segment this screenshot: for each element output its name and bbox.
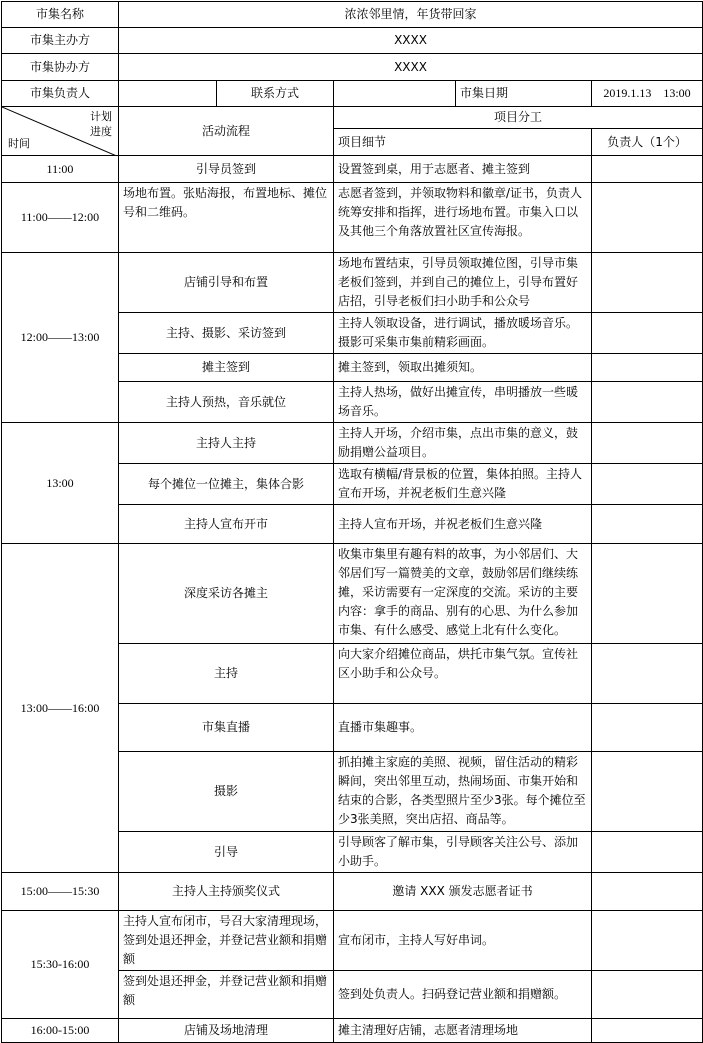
owner-cell [592, 832, 703, 873]
schedule-row [2, 253, 703, 313]
time-cell: 13:00 [2, 423, 119, 544]
owner-cell [592, 704, 703, 752]
owner-header: 负责人（1个） [592, 129, 703, 156]
owner-cell [592, 423, 703, 464]
owner-cell [592, 464, 703, 505]
detail-header: 项目细节 [334, 129, 592, 156]
time-cell: 12:00——13:00 [2, 253, 119, 423]
owner-cell [592, 873, 703, 911]
detail-cell: 直播市集趣事。 [334, 704, 592, 752]
date-label: 市集日期 [456, 81, 592, 107]
process-cell: 摄影 [119, 752, 334, 832]
schedule-row [2, 156, 703, 183]
detail-cell: 设置签到桌，用于志愿者、摊主签到 [334, 156, 592, 183]
co-organizer-value: XXXX [119, 54, 703, 81]
process-cell: 摊主签到 [119, 354, 334, 382]
schedule-row [2, 183, 703, 253]
owner-cell [592, 544, 703, 644]
detail-cell: 主持人宣布开场，并祝老板们生意兴隆 [334, 505, 592, 544]
time-cell: 16:00-15:00 [2, 1019, 119, 1043]
owner-cell [592, 971, 703, 1019]
manager-value [119, 81, 217, 107]
market-name-label: 市集名称 [2, 2, 119, 28]
detail-cell: 引导顾客了解市集，引导顾客关注公号、添加小助手。 [334, 832, 592, 873]
process-cell: 主持人预热，音乐就位 [119, 382, 334, 423]
detail-cell: 向大家介绍摊位商品，烘托市集气氛。宣传社区小助手和公众号。 [334, 644, 592, 704]
detail-cell: 收集市集里有趣有料的故事，为小邻居们、大邻居们写一篇赞美的文章，鼓励邻居们继续练摊，采访需要有一定深度的交流。采访的主要内容：拿手的商品、别有的心思、为什么参加市集、有什么感受、感觉上北有什么变化。 [334, 544, 592, 644]
process-cell: 引导 [119, 832, 334, 873]
process-header: 活动流程 [119, 107, 334, 156]
process-cell: 店铺引导和布置 [119, 253, 334, 313]
schedule-row [2, 423, 703, 464]
diagonal-header-cell [2, 107, 119, 156]
row-column-header-top [2, 107, 703, 129]
diag-time-label: 时间 [8, 137, 30, 150]
process-cell: 主持人宣布闭市，号召大家清理现场，签到处退还押金，并登记营业额和捐赠额 [119, 911, 334, 971]
contact-label: 联系方式 [217, 81, 334, 107]
detail-cell: 宣布闭市，主持人写好串词。 [334, 911, 592, 971]
detail-cell: 抓拍摊主家庭的美照、视频，留住活动的精彩瞬间，突出邻里互动，热闹场面、市集开始和结束的合影，各类型照片至少3张。每个摊位至少3张美照，突出店招、商品等。 [334, 752, 592, 832]
process-cell: 签到处退还押金，并登记营业额和捐赠额 [119, 971, 334, 1019]
process-cell: 市集直播 [119, 704, 334, 752]
owner-cell [592, 253, 703, 313]
process-cell: 深度采访各摊主 [119, 544, 334, 644]
process-cell: 店铺及场地清理 [119, 1019, 334, 1043]
owner-cell [592, 183, 703, 253]
time-cell: 11:00——12:00 [2, 183, 119, 253]
organizer-value: XXXX [119, 28, 703, 54]
owner-cell [592, 505, 703, 544]
detail-cell: 场地布置结束，引导员领取摊位图，引导市集老板们签到，并到自己的摊位上，引导布置好店招，引导老板们扫小助手和公众号 [334, 253, 592, 313]
detail-cell: 志愿者签到，并领取物料和徽章/证书，负责人统筹安排和指挥，进行场地布置。市集入口以及其他三个角落放置社区宣传海报。 [334, 183, 592, 253]
row-co-organizer [2, 54, 703, 81]
detail-cell: 邀请 XXX 颁发志愿者证书 [334, 873, 592, 911]
schedule-row [2, 873, 703, 911]
process-cell: 主持、摄影、采访签到 [119, 313, 334, 354]
detail-cell: 主持人领取设备，进行调试，播放暖场音乐。摄影可采集市集前精彩画面。 [334, 313, 592, 354]
owner-cell [592, 1019, 703, 1043]
time-cell: 13:00——16:00 [2, 544, 119, 873]
co-organizer-label: 市集协办方 [2, 54, 119, 81]
owner-cell [592, 354, 703, 382]
time-cell: 15:30-16:00 [2, 911, 119, 1019]
owner-cell [592, 911, 703, 971]
schedule-row [2, 544, 703, 644]
diag-plan-label: 计划 [90, 110, 112, 123]
schedule-row [2, 911, 703, 971]
process-cell: 每个摊位一位摊主，集体合影 [119, 464, 334, 505]
manager-label: 市集负责人 [2, 81, 119, 107]
process-cell: 主持 [119, 644, 334, 704]
time-cell: 11:00 [2, 156, 119, 183]
process-cell: 主持人宣布开市 [119, 505, 334, 544]
owner-cell [592, 752, 703, 832]
market-plan-table [1, 1, 703, 1043]
process-cell: 主持人主持 [119, 423, 334, 464]
owner-cell [592, 644, 703, 704]
detail-cell: 摊主签到，领取出摊须知。 [334, 354, 592, 382]
process-cell: 引导员签到 [119, 156, 334, 183]
division-header: 项目分工 [334, 107, 703, 129]
owner-cell [592, 382, 703, 423]
diag-progress-label: 进度 [90, 125, 112, 138]
row-market-name [2, 2, 703, 28]
market-name-value: 浓浓邻里情，年货带回家 [119, 2, 703, 28]
process-cell: 主持人主持颁奖仪式 [119, 873, 334, 911]
date-value: 2019.1.13 13:00 [592, 81, 703, 107]
detail-cell: 选取有横幅/背景板的位置，集体拍照。主持人宣布开场，并祝老板们生意兴隆 [334, 464, 592, 505]
detail-cell: 摊主清理好店铺，志愿者清理场地 [334, 1019, 592, 1043]
owner-cell [592, 156, 703, 183]
detail-cell: 主持人热场，做好出摊宣传，串明播放一些暖场音乐。 [334, 382, 592, 423]
detail-cell: 主持人开场，介绍市集，点出市集的意义，鼓励捐赠公益项目。 [334, 423, 592, 464]
contact-value [334, 81, 456, 107]
time-cell: 15:00——15:30 [2, 873, 119, 911]
detail-cell: 签到处负责人。扫码登记营业额和捐赠额。 [334, 971, 592, 1019]
row-organizer [2, 28, 703, 54]
row-manager [2, 81, 703, 107]
process-cell: 场地布置。张贴海报，布置地标、摊位号和二维码。 [119, 183, 334, 253]
organizer-label: 市集主办方 [2, 28, 119, 54]
owner-cell [592, 313, 703, 354]
schedule-row [2, 1019, 703, 1043]
